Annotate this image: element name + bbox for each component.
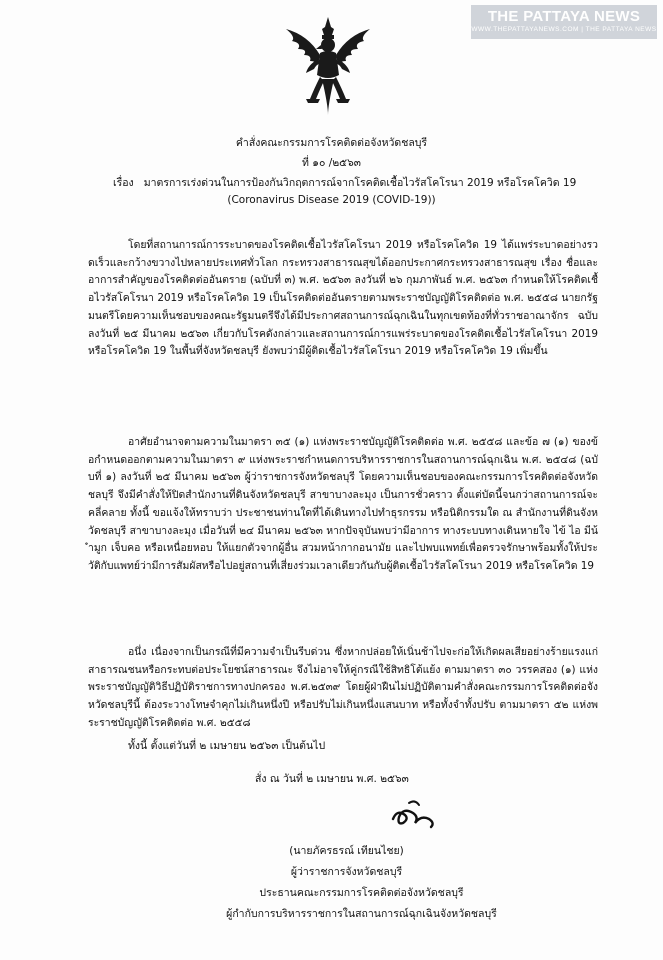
garuda-emblem-icon	[278, 15, 378, 119]
effective-date: ทั้งนี้ ตั้งแต่วันที่ ๒ เมษายน ๒๕๖๓ เป็นต้นไป	[128, 740, 326, 752]
signatory-position-director: ผู้กำกับการบริหารราชการในสถานการณ์ฉุกเฉินจังหวัดชลบุรี	[226, 908, 497, 920]
subject-english: (Coronavirus Disease 2019 (COVID-19))	[227, 194, 436, 206]
watermark-brand: THE PATTAYA NEWS	[487, 8, 641, 25]
news-watermark	[471, 5, 657, 39]
signature-icon	[385, 795, 445, 835]
subject-line	[113, 174, 633, 191]
order-number: ที่ ๑๐ /๒๕๖๓	[302, 157, 361, 169]
paragraph-1: โดยที่สถานการณ์การระบาดของโรคติดเชื้อไวรัสโคโรนา 2019 หรือโรคโควิด 19 ได้แพร่ระบาดอย่างรวดเร็วและกว้างขวางไปหลายประเทศทั่วโลก กระทรวงสาธารณสุขได้ออกประกาศกระทรวงสาธารณสุข เรื่อง ชื่อและอาการสำคัญของโรคติดต่ออันตราย (ฉบับที่ ๓) พ.ศ. ๒๕๖๓ ลงวันที่ ๒๖ กุมภาพันธ์ พ.ศ. ๒๕๖๓ กำหนดให้โรคติดเชื้อไวรัสโคโรนา 2019 หรือโรคโควิด 19 เป็นโรคติดต่ออันตรายตามพระราชบัญญัติโรคติดต่อ พ.ศ. ๒๕๕๘ นายกรัฐมนตรีโดยความเห็นชอบของคณะรัฐมนตรีจึงได้มีประกาศสถานการณ์ฉุกเฉินในทุกเขตท้องที่ทั่วราชอาณาจักร ฉบับลงวันที่ ๒๕ มีนาคม ๒๕๖๓ เกี่ยวกับโรคดังกล่าวและสถานการณ์การแพร่ระบาดของโรคติดเชื้อไวรัสโคโรนา 2019 หรือโรคโควิด 19 ในพื้นที่จังหวัดชลบุรี ยังพบว่ามีผู้ติดเชื้อไวรัสโคโรนา 2019 หรือโรคโควิด 19 เพิ่มขึ้น	[88, 239, 598, 358]
paragraph-3: อนึ่ง เนื่องจากเป็นกรณีที่มีความจำเป็นรีบด่วน ซึ่งหากปล่อยให้เนิ่นช้าไปจะก่อให้เกิดผลเสียอย่างร้ายแรงแก่สาธารณชนหรือกระทบต่อประโยชน์สาธารณะ จึงไม่อาจให้คู่กรณีใช้สิทธิโต้แย้ง ตามมาตรา ๓๐ วรรคสอง (๑) แห่งพระราชบัญญัติวิธีปฏิบัติราชการทางปกครอง พ.ศ.๒๕๓๙ โดยผู้ฝ่าฝืนไม่ปฏิบัติตามคำสั่งคณะกรรมการโรคติดต่อจังหวัดชลบุรีนี้ ต้องระวางโทษจำคุกไม่เกินหนึ่งปี หรือปรับไม่เกินหนึ่งแสนบาท หรือทั้งจำทั้งปรับ ตามมาตรา ๕๒ แห่งพระราชบัญญัติโรคติดต่อ พ.ศ. ๒๕๕๘	[88, 646, 598, 729]
subject-text: มาตรการเร่งด่วนในการป้องกันวิกฤตการณ์จากโรคติดเชื้อไวรัสโคโรนา 2019 หรือโรคโควิด 19	[143, 177, 577, 189]
signatory-position-chair: ประธานคณะกรรมการโรคติดต่อจังหวัดชลบุรี	[259, 887, 464, 899]
watermark-url: WWW.THEPATTAYANEWS.COM | THE PATTAYA NEWS	[471, 26, 657, 33]
signatory-position-governor: ผู้ว่าราชการจังหวัดชลบุรี	[290, 866, 403, 878]
order-title: คำสั่งคณะกรรมการโรคติดต่อจังหวัดชลบุรี	[235, 137, 428, 149]
signatory-name: (นายภัครธรณ์ เทียนไชย)	[289, 845, 404, 857]
subject-label: เรื่อง	[113, 177, 134, 189]
order-date: สั่ง ณ วันที่ ๒ เมษายน พ.ศ. ๒๕๖๓	[255, 773, 409, 785]
paragraph-2: อาศัยอำนาจตามความในมาตรา ๓๕ (๑) แห่งพระราชบัญญัติโรคติดต่อ พ.ศ. ๒๕๕๘ และข้อ ๗ (๑) ของข้อกำหนดออกตามความในมาตรา ๙ แห่งพระราชกำหนดการบริหารราชการในสถานการณ์ฉุกเฉิน พ.ศ. ๒๕๔๘ (ฉบับที่ ๑) ลงวันที่ ๒๕ มีนาคม ๒๕๖๓ ผู้ว่าราชการจังหวัดชลบุรี โดยความเห็นชอบของคณะกรรมการโรคติดต่อจังหวัดชลบุรี จึงมีคำสั่งให้ปิดสำนักงานที่ดินจังหวัดชลบุรี สาขาบางละมุง เป็นการชั่วคราว ตั้งแต่บัดนี้จนกว่าสถานการณ์จะคลี่คลาย ทั้งนี้ ขอแจ้งให้ทราบว่า ประชาชนท่านใดที่ได้เดินทางไปทำธุรกรรม หรือนิติกรรมใด ณ สำนักงานที่ดินจังหวัดชลบุรี สาขาบางละมุง เมื่อวันที่ ๒๔ มีนาคม ๒๕๖๓ หากปัจจุบันพบว่ามีอาการ ทางระบบทางเดินหายใจ ไข้ ไอ มีน้ำมูก เจ็บคอ หรือเหนื่อยหอบ ให้แยกตัวจากผู้อื่น สวมหน้ากากอนามัย และไปพบแพทย์เพื่อตรวจรักษาพร้อมทั้งให้ประวัติกับแพทย์ว่ามีการสัมผัสหรือไปอยู่สถานที่เสี่ยงร่วมเวลาเดียวกันกับผู้ติดเชื้อไวรัสโคโรนา 2019 หรือโรคโควิด 19	[88, 436, 598, 572]
